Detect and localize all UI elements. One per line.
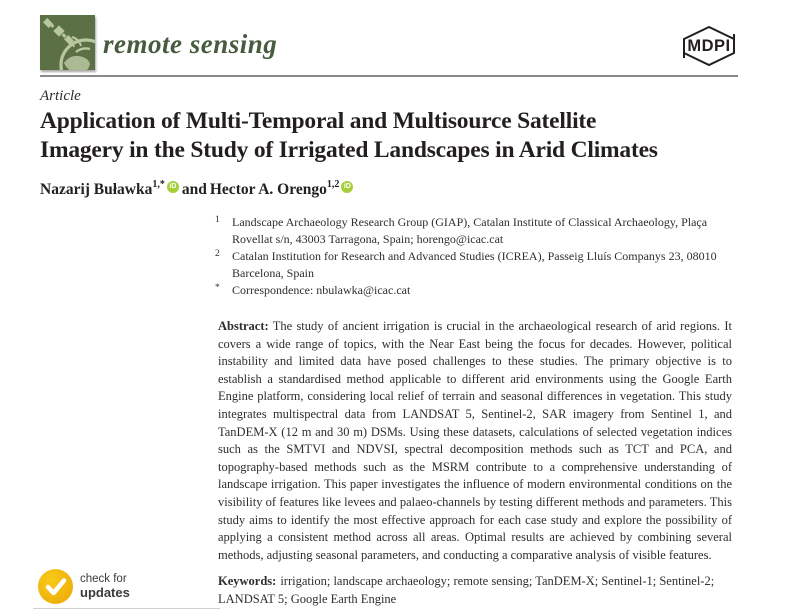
- orcid-icon[interactable]: [341, 181, 353, 193]
- orcid-icon[interactable]: [167, 181, 179, 193]
- paper-title-line2: Imagery in the Study of Irrigated Landscapes in Arid Climates: [40, 137, 658, 163]
- keywords-paragraph: [218, 573, 732, 608]
- journal-logo: [40, 15, 95, 70]
- affiliation-row: [215, 282, 737, 299]
- orcid-icon-label: iD: [169, 183, 177, 190]
- satellite-globe-icon: [40, 15, 95, 70]
- abstract-label: Abstract:: [218, 319, 269, 333]
- affiliation-marker: 2: [215, 249, 220, 259]
- abstract-paragraph: [218, 318, 732, 564]
- header-divider: [40, 75, 738, 77]
- authors-separator: and: [181, 181, 207, 199]
- affiliation-marker: *: [215, 283, 220, 293]
- orcid-icon-label: iD: [343, 183, 351, 190]
- mdpi-logo: [680, 25, 738, 67]
- checkmark-icon: [38, 569, 73, 604]
- paper-title-line1: Application of Multi-Temporal and Multisource Satellite: [40, 108, 597, 134]
- badge-line2: updates: [80, 584, 130, 600]
- affiliation-text: Catalan Institution for Research and Advanced Studies (ICREA), Passeig Lluís Companys 23, 08010 Barcelona, Spain: [232, 249, 717, 280]
- author-affiliation-sup: 1,*: [152, 179, 165, 190]
- keywords-label: Keywords:: [218, 574, 277, 589]
- abstract-keywords-column: [218, 318, 732, 609]
- author-name: Hector A. Orengo: [209, 181, 327, 199]
- abstract-text: The study of ancient irrigation is crucial in the archaeological research of arid regions. It covers a wide range of topics, with the Near East being the focus for decades. However, political instability and limited data have posed challenges to these studies. The primary objective is to establish a standardised method applicable to different arid environments using the Google Earth Engine platform, considering local relief of terrain and seasonal differences in vegetation. This study integrates multispectral data from LANDSAT 5, Sentinel-2, SAR imagery from Sentinel 1, and TanDEM-X (12 m and 30 m) DSMs. Using these datasets, calculations of selected vegetation indices such as the SMTVI and NDVSI, spectral decomposition methods such as TCT and PCA, and topography-based methods such as the MSRM contribute to a comprehensive understanding of landscape irrigation. This paper investigates the influence of modern environmental conditions on the visibility of features like levees and palaeo-channels by testing different methods and parameters. This study aims to identify the most effective approach for each case study and explore the possibility of applying a consistent method across all areas. Optimal results are achieved by combining several methods, adjusting seasonal parameters, and conducting a comparative analysis of visible features.: [218, 319, 732, 562]
- author-name: Nazarij Buławka: [40, 181, 153, 199]
- check-for-updates-badge[interactable]: [38, 569, 130, 604]
- journal-name: remote sensing: [103, 29, 278, 59]
- check-for-updates-label: [80, 573, 130, 601]
- authors-line: [40, 180, 353, 199]
- affiliation-text: Landscape Archaeology Research Group (GIAP), Catalan Institute of Classical Archaeology, Plaça Rovellat s/n, 43003 Tarragona, Spain; horengo@icac.cat: [232, 215, 708, 246]
- correspondence-text: Correspondence: nbulawka@icac.cat: [232, 283, 411, 297]
- affiliation-row: [215, 248, 737, 282]
- paper-title: [40, 107, 750, 165]
- citation-box-top-border: [33, 608, 220, 609]
- affiliation-row: [215, 214, 737, 248]
- author-affiliation-sup: 1,2: [326, 179, 340, 190]
- badge-line1: check for: [80, 572, 127, 585]
- affiliation-marker: 1: [215, 215, 220, 225]
- mdpi-wordmark: MDPI: [687, 37, 731, 55]
- article-type-label: Article: [40, 88, 81, 104]
- keywords-text: irrigation; landscape archaeology; remote sensing; TanDEM-X; Sentinel-1; Sentinel-2; LANDSAT 5; Google Earth Engine: [218, 574, 715, 606]
- affiliations-block: [215, 214, 737, 299]
